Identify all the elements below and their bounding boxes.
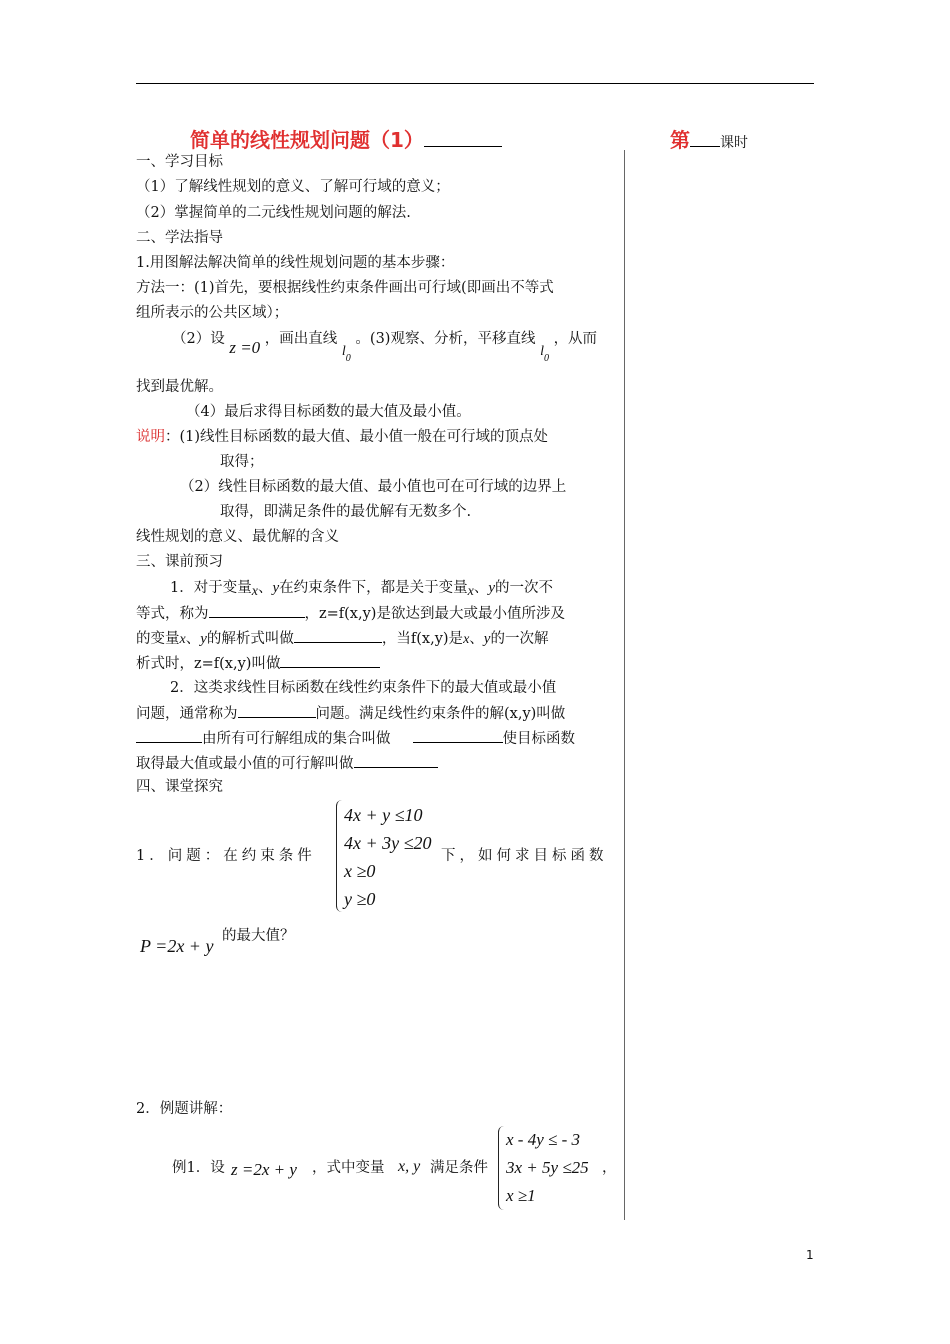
s3-p2b: 问题，通常称为 bbox=[136, 706, 238, 722]
s3-p2-line-1: 2．这类求线性目标函数在线性约束条件下的最大值或最小值 bbox=[170, 680, 557, 696]
s3-p1-line-2 bbox=[136, 603, 565, 624]
note-line-4: 取得，即满足条件的最优解有无数多个. bbox=[220, 504, 472, 520]
s3-p2f: 取得最大值或最小值的可行解叫做 bbox=[136, 756, 354, 772]
var-y-3: y bbox=[200, 631, 207, 647]
s2-l4d: ，从而 bbox=[553, 331, 598, 347]
blank-2[interactable] bbox=[294, 628, 382, 643]
lesson-number bbox=[670, 124, 748, 153]
q2-heading: 2．例题讲解： bbox=[136, 1101, 233, 1117]
title-text: 简单的线性规划问题（1） bbox=[190, 128, 424, 152]
note-line-1 bbox=[136, 427, 548, 447]
q1-text-2: 下，如何求目标函数 bbox=[441, 848, 608, 864]
ex1-text-d: ， bbox=[602, 1160, 617, 1176]
note-line-2: 取得； bbox=[220, 454, 264, 470]
q1-text: 1．问题：在约束条件 bbox=[136, 848, 316, 864]
note-line-3: （2）线性目标函数的最大值、最小值也可在可行域的边界上 bbox=[180, 479, 567, 495]
s1-line-1: （1）了解线性规划的意义、了解可行域的意义； bbox=[136, 179, 450, 195]
z-equals-zero: z =0 bbox=[229, 338, 261, 357]
column-divider bbox=[624, 150, 625, 1220]
l0-letter: l bbox=[341, 344, 346, 359]
s3-p2-line-2 bbox=[136, 703, 565, 724]
var-x-2: x bbox=[467, 584, 474, 599]
ex1-text-b: ，式中变量 bbox=[312, 1160, 385, 1176]
s2-l4c: 。(3)观察、分析，平移直线 bbox=[355, 331, 536, 347]
blank-4[interactable] bbox=[238, 703, 316, 718]
s3-p1b: 在约束条件下，都是关于变量 bbox=[279, 580, 468, 596]
sep-2: 、 bbox=[473, 580, 489, 596]
blank-3[interactable] bbox=[280, 653, 380, 668]
s2-line-7: 线性规划的意义、最优解的含义 bbox=[136, 529, 339, 545]
line-l0-second bbox=[540, 344, 549, 364]
s2-l4a: （2）设 bbox=[172, 331, 225, 347]
s2-line-2: 方法一：(1)首先，要根据线性约束条件画出可行域(即画出不等式 bbox=[136, 280, 554, 296]
l0-subscript: 0 bbox=[345, 353, 351, 364]
s2-line-4 bbox=[172, 328, 598, 364]
s3-p2-line-4 bbox=[136, 753, 438, 774]
blank-5[interactable] bbox=[136, 728, 202, 743]
ex1-constraint-1: x - 4y ≤ - 3 bbox=[506, 1130, 580, 1149]
blank-7[interactable] bbox=[354, 753, 438, 768]
s3-p1-line-3 bbox=[136, 628, 548, 650]
s3-p1i: 的一次解 bbox=[490, 631, 549, 647]
s2-line-1: 1.用图解法解决简单的线性规划问题的基本步骤： bbox=[136, 255, 455, 271]
s3-p1c: 的一次不 bbox=[495, 580, 554, 596]
l0-subscript-2: 0 bbox=[543, 353, 549, 364]
s3-p1a: 1．对于变量 bbox=[170, 580, 252, 596]
ex1-constraint-2: 3x + 5y ≤25 bbox=[506, 1158, 589, 1177]
section-4-heading: 四、课堂探究 bbox=[136, 779, 223, 795]
q1-system bbox=[344, 801, 432, 913]
section-2-heading: 二、学法指导 bbox=[136, 230, 223, 246]
s1-line-2: （2）掌握简单的二元线性规划问题的解法. bbox=[136, 205, 411, 221]
s2-line-3: 组所表示的公共区域）； bbox=[136, 305, 289, 321]
top-rule bbox=[136, 83, 814, 84]
ex1-objective: z =2x + y bbox=[231, 1160, 297, 1179]
s2-line-5: 找到最优解。 bbox=[136, 379, 223, 395]
var-y-2: y bbox=[488, 580, 496, 596]
q1-constraint-3: x ≥0 bbox=[344, 861, 376, 881]
q1-constraint-2: 4x + 3y ≤20 bbox=[344, 833, 432, 853]
s3-p2c: 问题。满足线性约束条件的解(x,y)叫做 bbox=[315, 706, 566, 722]
title-keshi: 课时 bbox=[720, 135, 748, 151]
q1-constraint-4: y ≥0 bbox=[344, 889, 376, 909]
var-x-3: x bbox=[179, 632, 186, 647]
sep-4: 、 bbox=[469, 631, 484, 647]
note-text-1: ：(1)线性目标函数的最大值、最小值一般在可行域的顶点处 bbox=[165, 429, 549, 445]
var-y: y bbox=[272, 580, 280, 596]
s3-p1f: 的变量 bbox=[136, 631, 180, 647]
s3-p1d: 等式，称为 bbox=[136, 606, 209, 622]
q1-text-3: 的最大值？ bbox=[222, 928, 295, 944]
section-1-heading: 一、学习目标 bbox=[136, 154, 223, 170]
q1-system-brace bbox=[336, 800, 343, 912]
line-l0 bbox=[341, 344, 351, 364]
s2-l4b: ，画出直线 bbox=[264, 331, 338, 347]
s3-p1-line-4 bbox=[136, 653, 380, 674]
page-number: 1 bbox=[806, 1248, 814, 1262]
q1-objective: P =2x + y bbox=[140, 936, 214, 956]
title-blank bbox=[424, 132, 502, 147]
note-label: 说明 bbox=[136, 429, 165, 445]
var-x: x bbox=[251, 584, 258, 599]
s3-p1h: ，当f(x,y)是 bbox=[381, 631, 464, 647]
s3-p1e: ，z=f(x,y)是欲达到最大或最小值所涉及 bbox=[304, 606, 565, 622]
s3-p1-line-1 bbox=[170, 578, 553, 599]
section-3-heading: 三、课前预习 bbox=[136, 554, 223, 570]
ex1-vars: x, y bbox=[398, 1158, 421, 1175]
title-di: 第 bbox=[670, 128, 690, 152]
ex1-system-brace bbox=[498, 1126, 505, 1210]
ex1-text-a: 例1．设 bbox=[172, 1160, 225, 1176]
s3-p2e: 使目标函数 bbox=[502, 731, 575, 747]
page-title bbox=[190, 124, 502, 153]
s3-p2-line-3 bbox=[136, 728, 575, 749]
blank-6[interactable] bbox=[413, 728, 503, 743]
s3-p1j: 析式时，z=f(x,y)叫做 bbox=[136, 656, 281, 672]
ex1-system bbox=[506, 1126, 589, 1210]
sep: 、 bbox=[257, 580, 273, 596]
s2-line-6: （4）最后求得目标函数的最大值及最小值。 bbox=[186, 404, 471, 420]
q1-constraint-1: 4x + y ≤10 bbox=[344, 805, 423, 825]
blank-1[interactable] bbox=[209, 603, 305, 618]
s3-p2d: 由所有可行解组成的集合叫做 bbox=[202, 731, 391, 747]
ex1-text-c: 满足条件 bbox=[430, 1160, 488, 1176]
l0-letter-2: l bbox=[540, 344, 544, 359]
sep-3: 、 bbox=[185, 631, 201, 647]
lesson-blank bbox=[690, 132, 720, 147]
var-x-4: x bbox=[463, 632, 470, 647]
var-y-4: y bbox=[483, 631, 491, 647]
s3-p1g: 的解析式叫做 bbox=[206, 631, 294, 647]
ex1-constraint-3: x ≥1 bbox=[506, 1186, 536, 1205]
